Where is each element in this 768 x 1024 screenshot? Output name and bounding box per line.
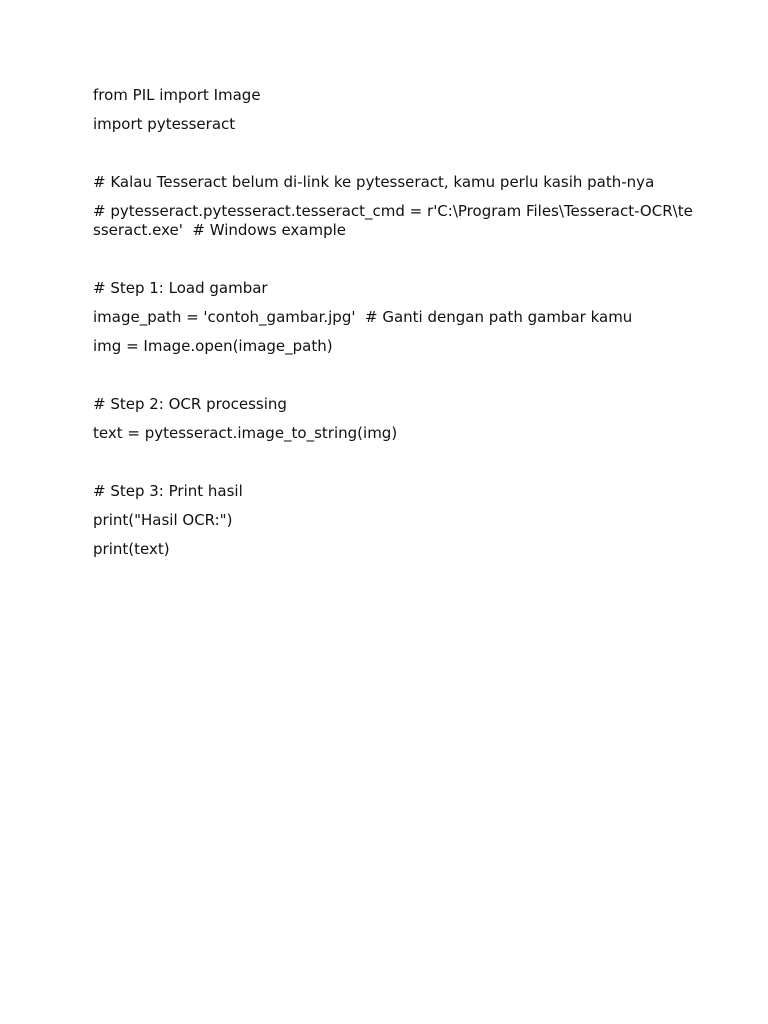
blank-line (93, 250, 693, 269)
blank-line (93, 366, 693, 385)
code-line-ocr: text = pytesseract.image_to_string(img) (93, 424, 398, 442)
code-line-img-open: img = Image.open(image_path) (93, 337, 333, 355)
code-line-print-text: print(text) (93, 540, 170, 558)
code-line-print-label: print("Hasil OCR:") (93, 511, 233, 529)
code-comment-tesseract-link: # Kalau Tesseract belum di-link ke pytesseract, kamu perlu kasih path-nya (93, 173, 655, 191)
code-line-import-pil: from PIL import Image (93, 86, 261, 104)
code-line-image-path: image_path = 'contoh_gambar.jpg' # Ganti dengan path gambar kamu (93, 308, 633, 326)
document-body (93, 86, 693, 569)
code-comment-step-2: # Step 2: OCR processing (93, 395, 287, 413)
code-line-import-pytesseract: import pytesseract (93, 115, 236, 133)
code-comment-step-3: # Step 3: Print hasil (93, 482, 243, 500)
blank-line (93, 144, 693, 163)
code-comment-tesseract-cmd: # pytesseract.pytesseract.tesseract_cmd = r'C:\Program Files\Tesseract-OCR\tesseract.exe' # Windows example (93, 202, 693, 239)
blank-line (93, 453, 693, 472)
code-comment-step-1: # Step 1: Load gambar (93, 279, 268, 297)
